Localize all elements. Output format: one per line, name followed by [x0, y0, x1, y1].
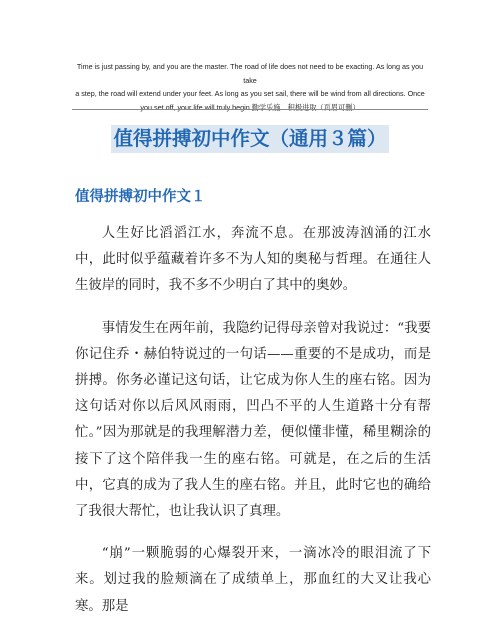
paragraph-1: 人生好比滔滔江水，奔流不息。在那波涛汹涌的江水中，此时似乎蕴藏着许多不为人知的奥秘与哲理。在通往人生彼岸的同时，我不多不少明白了其中的奥妙。 [75, 226, 431, 294]
header-line-3: you set off, your life will truly begin.勤学乐施 积极进取（页眉可删） [140, 102, 360, 112]
header-line-1: Time is just passing by, and you are the master. The road of life does not need to be exacting. As long as you take [76, 62, 424, 85]
page-header [70, 60, 430, 114]
paragraph-2: 事情发生在两年前，我隐约记得母亲曾对我说过：“我要你记住乔・赫伯特说过的一句话——重要的不是成功，而是拼搏。你务必谨记这句话，让它成为你人生的座右铭。因为这句话对你以后风风雨雨，凹凸不平的人生道路十分有帮忙。”因为那就是的我理解潜力差，便似懂非懂，稀里糊涂的接下了这个陪伴我一生的座右铭。可就是，在之后的生活中，它真的成为了我人生的座右铭。并且，此时它也的确给了我很大帮忙，也让我认识了真理。 [75, 320, 431, 520]
article-body [75, 221, 431, 636]
header-divider [72, 109, 428, 110]
title-container [0, 125, 500, 153]
paragraph-3: “崩”一颗脆弱的心爆裂开来，一滴冰冷的眼泪流了下来。划过我的脸颊滴在了成绩单上，那血红的大叉让我心寒。那是 [75, 546, 431, 614]
document-title: 值得拼搏初中作文（通用３篇） [111, 125, 388, 153]
section-heading: 值得拼搏初中作文１ [75, 189, 206, 205]
header-line-2: a step, the road will extend under your feet. As long as you set sail, there will be wind from all directions. Once [75, 89, 425, 98]
